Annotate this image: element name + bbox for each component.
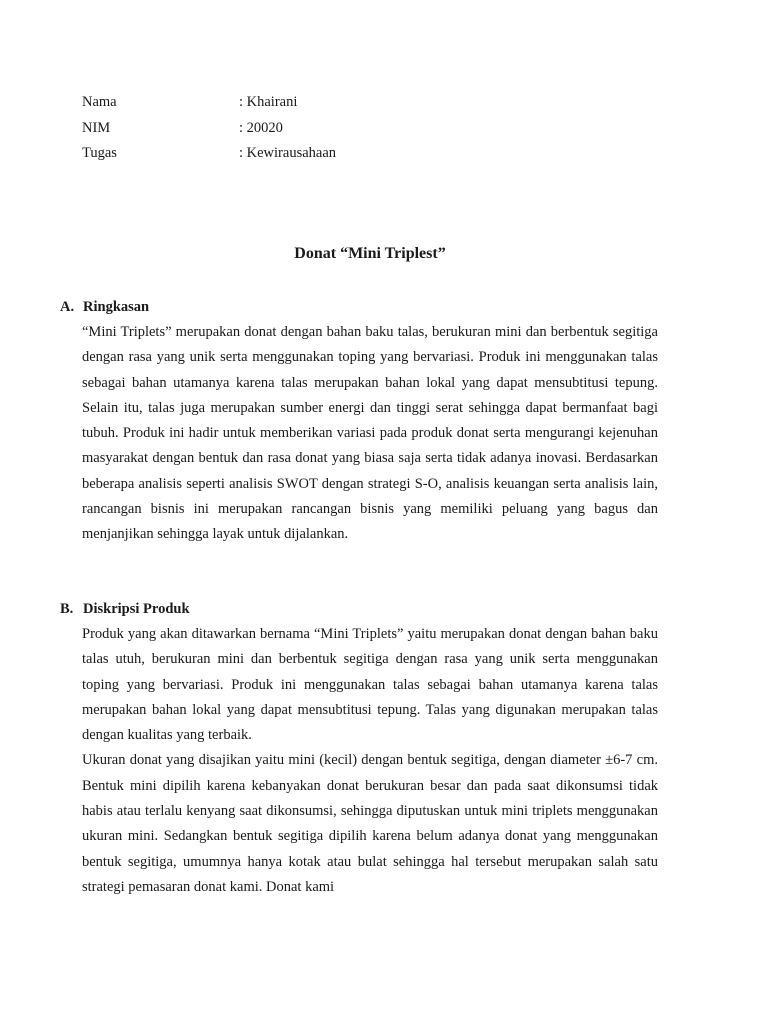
section-title: Ringkasan: [83, 299, 150, 315]
section-letter: B.: [60, 601, 74, 617]
paragraph: Produk yang akan ditawarkan bernama “Mini Triplets” yaitu merupakan donat dengan bahan baku talas utuh, berukuran mini dan berbentuk segitiga dengan rasa yang unik serta menggunakan toping yang bervariasi. Produk ini menggunakan talas sebagai bahan utamanya karena talas merupakan bahan lokal yang dapat mensubtitusi tepung. Talas yang digunakan merupakan talas dengan kualitas yang terbaik.: [82, 626, 658, 744]
task-label: Tugas: [82, 145, 117, 161]
student-info: [82, 90, 336, 167]
info-row-name: [82, 90, 336, 116]
name-label: Nama: [82, 94, 117, 110]
section-heading: [60, 295, 658, 320]
task-value: : Kewirausahaan: [239, 145, 337, 161]
paragraph: Ukuran donat yang disajikan yaitu mini (kecil) dengan bentuk segitiga, dengan diameter ±6-7 cm. Bentuk mini dipilih karena kebanyakan donat berukuran besar dan pada saat dikonsumsi tidak habis atau terlalu kenyang saat dikonsumsi, sehingga diputuskan untuk mini triplets menggunakan ukuran mini. Sedangkan bentuk segitiga dipilih karena belum adanya donat yang menggunakan bentuk segitiga, umumnya hanya kotak atau bulat sehingga hal tersebut merupakan salah satu strategi pemasaran donat kami. Donat kami: [82, 752, 658, 895]
document-title: Donat “Mini Triplest”: [294, 245, 446, 262]
section-title: Diskripsi Produk: [83, 601, 190, 617]
section-ringkasan: [60, 295, 658, 548]
paragraph: “Mini Triplets” merupakan donat dengan bahan baku talas, berukuran mini dan berbentuk segitiga dengan rasa yang unik serta menggunakan toping yang bervariasi. Produk ini menggunakan talas sebagai bahan utamanya karena talas merupakan bahan lokal yang dapat mensubtitusi tepung. Selain itu, talas juga merupakan sumber energi dan tinggi serat sehingga dapat bermanfaat bagi tubuh. Produk ini hadir untuk memberikan variasi pada produk donat serta mengurangi kejenuhan masyarakat dengan bentuk dan rasa donat yang biasa saja serta tidak adanya inovasi. Berdasarkan beberapa analisis seperti analisis SWOT dengan strategi S-O, analisis keuangan serta analisis lain, rancangan bisnis ini merupakan rancangan bisnis yang memiliki peluang yang bagus dan menjanjikan sehingga layak untuk dijalankan.: [82, 324, 658, 543]
section-diskripsi-produk: [60, 597, 658, 900]
info-row-nim: [82, 116, 336, 142]
info-row-task: [82, 141, 336, 167]
section-letter: A.: [60, 299, 75, 315]
nim-label: NIM: [82, 119, 111, 136]
name-value: : Khairani: [239, 94, 298, 110]
nim-value: : 20020: [239, 119, 283, 136]
section-heading: [60, 597, 658, 622]
